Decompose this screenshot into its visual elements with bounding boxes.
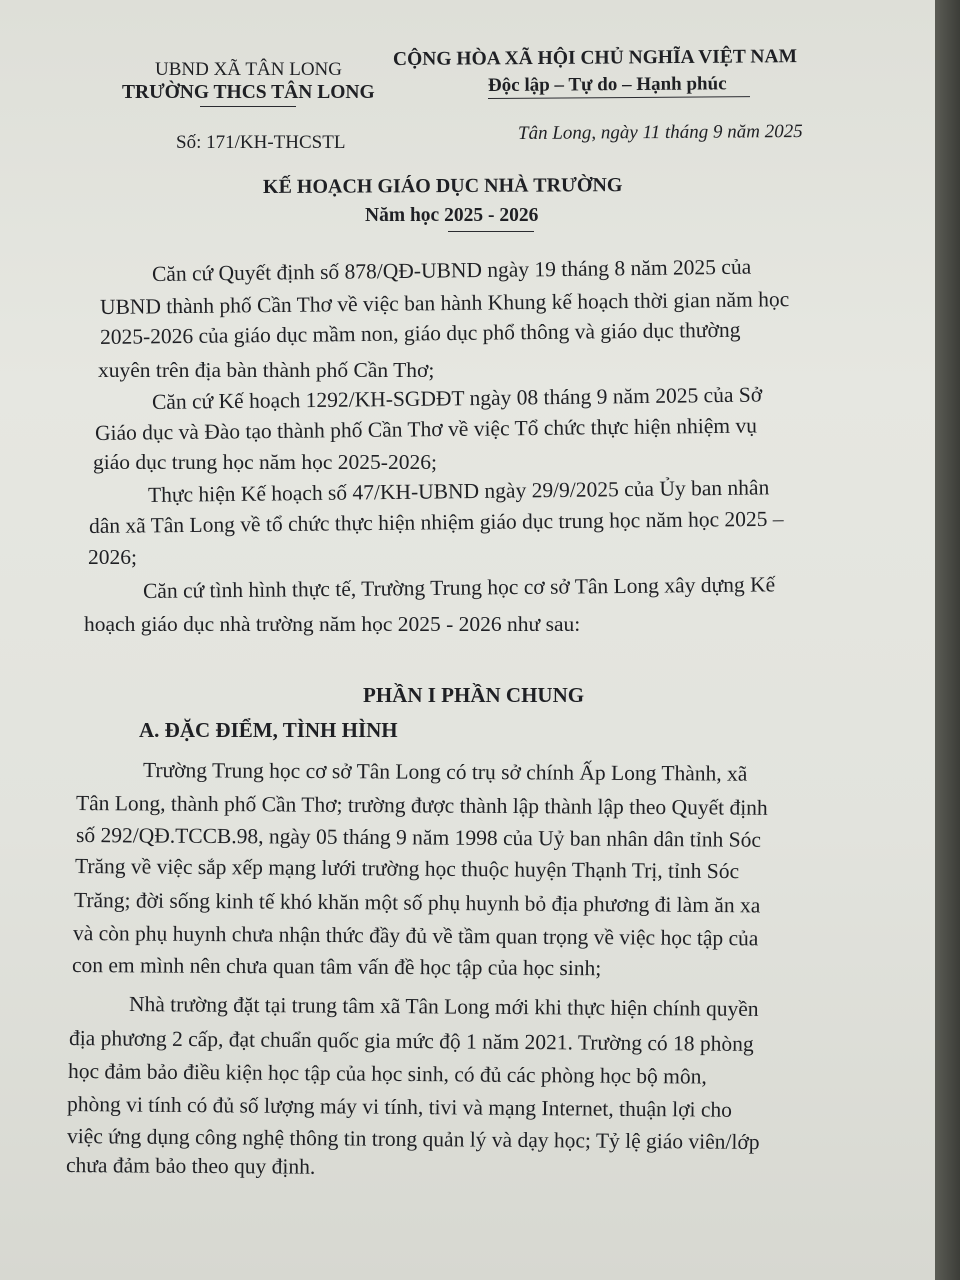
preamble-4-line-1: Căn cứ tình hình thực tế, Trường Trung học cơ sở Tân Long xây dựng Kế [142, 572, 776, 603]
section-a-para1-line-5: Trăng; đời sống kinh tế khó khăn một số phụ huynh bỏ địa phương đi làm ăn xa [73, 888, 761, 918]
preamble-1-line-4: xuyên trên địa bàn thành phố Cần Thơ; [98, 358, 435, 382]
section-a-para2-line-1: Nhà trường đặt tại trung tâm xã Tân Long mới khi thực hiện chính quyền [128, 992, 759, 1021]
part-title: PHẦN I PHẦN CHUNG [363, 683, 585, 707]
section-a-para1-line-3: số 292/QĐ.TCCB.98, ngày 05 tháng 9 năm 1998 của Uỷ ban nhân dân tỉnh Sóc [75, 823, 762, 852]
section-a-para2-line-6: chưa đảm bảo theo quy định. [65, 1153, 316, 1179]
school-year: Năm học 2025 - 2026 [365, 205, 539, 226]
section-a-para1-line-7: con em mình nên chưa quan tâm vấn đề học tập của học sinh; [71, 953, 602, 981]
country-name: CỘNG HÒA XÃ HỘI CHỦ NGHĨA VIỆT NAM [392, 46, 798, 70]
preamble-3-line-2: dân xã Tân Long về tổ chức thực hiện nhiệm giáo dục trung học năm học 2025 – [88, 506, 784, 538]
section-a-para1-line-1: Trường Trung học cơ sở Tân Long có trụ sở chính Ấp Long Thành, xã [142, 758, 748, 786]
page-edge-shadow [935, 0, 960, 1280]
document-number: Số: 171/KH-THCSTL [176, 132, 346, 153]
section-a-para1-line-6: và còn phụ huynh chưa nhận thức đầy đủ về tầm quan trọng về việc học tập của [72, 921, 759, 951]
school-name: TRƯỜNG THCS TÂN LONG [122, 82, 375, 103]
preamble-4-line-2: hoạch giáo dục nhà trường năm học 2025 - 2026 như sau: [84, 612, 581, 636]
preamble-3-line-3: 2026; [88, 545, 137, 569]
section-a-para2-line-3: học đảm bảo điều kiện học tập của học sinh, có đủ các phòng học bộ môn, [67, 1059, 707, 1089]
org-name: UBND XÃ TÂN LONG [155, 59, 343, 80]
school-name-underline [200, 106, 296, 107]
section-a-para1-line-4: Trăng về việc sắp xếp mạng lưới trường học thuộc huyện Thạnh Trị, tỉnh Sóc [74, 854, 740, 884]
section-a-heading: A. ĐẶC ĐIỂM, TÌNH HÌNH [139, 718, 398, 742]
preamble-2-line-2: Giáo dục và Đào tạo thành phố Cần Thơ về việc Tổ chức thực hiện nhiệm vụ [94, 413, 758, 445]
section-a-para2-line-4: phòng vi tính có đủ số lượng máy vi tính, tivi và mạng Internet, thuận lợi cho [66, 1092, 733, 1122]
preamble-1-line-3: 2025-2026 của giáo dục mầm non, giáo dục phổ thông và giáo dục thường [99, 317, 741, 349]
document-title: KẾ HOẠCH GIÁO DỤC NHÀ TRƯỜNG [262, 174, 623, 198]
preamble-1-line-1: Căn cứ Quyết định số 878/QĐ-UBND ngày 19 tháng 8 năm 2025 của [151, 254, 752, 286]
section-a-para2-line-2: địa phương 2 cấp, đạt chuẩn quốc gia mức độ 1 năm 2021. Trường có 18 phòng [68, 1026, 754, 1056]
title-underline [448, 231, 534, 232]
preamble-3-line-1: Thực hiện Kế hoạch số 47/KH-UBND ngày 29/9/2025 của Ủy ban nhân [147, 475, 770, 507]
national-motto: Độc lập – Tự do – Hạnh phúc [487, 73, 727, 96]
preamble-1-line-2: UBND thành phố Cần Thơ về việc ban hành Khung kế hoạch thời gian năm học [99, 287, 790, 319]
preamble-2-line-3: giáo dục trung học năm học 2025-2026; [93, 450, 437, 474]
preamble-2-line-1: Căn cứ Kế hoạch 1292/KH-SGDĐT ngày 08 tháng 9 năm 2025 của Sở [151, 382, 763, 414]
section-a-para1-line-2: Tân Long, thành phố Cần Thơ; trường được thành lập thành lập theo Quyết định [75, 791, 768, 820]
section-a-para2-line-5: việc ứng dụng công nghệ thông tin trong quản lý và dạy học; Tỷ lệ giáo viên/lớp [66, 1124, 760, 1155]
place-date: Tân Long, ngày 11 tháng 9 năm 2025 [517, 121, 803, 144]
